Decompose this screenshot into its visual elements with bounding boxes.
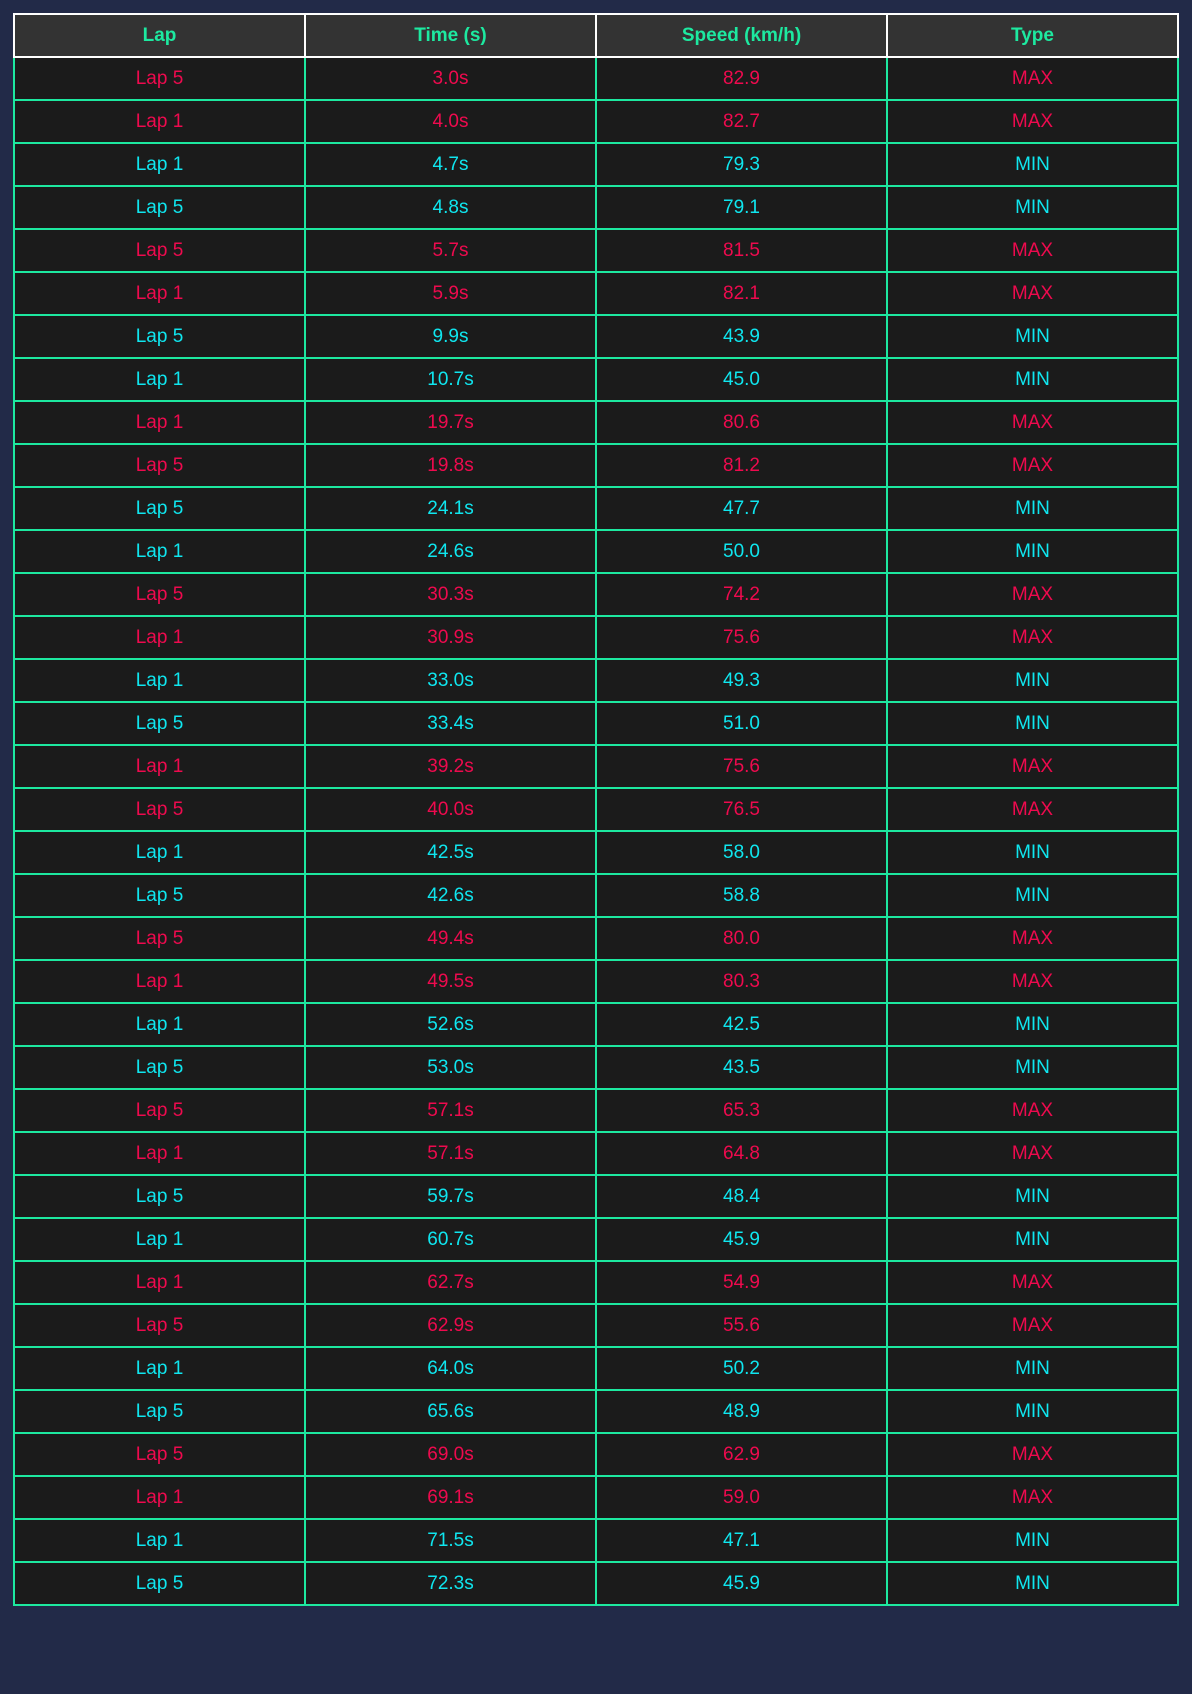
time-cell: 65.6s: [305, 1390, 596, 1433]
type-cell: MAX: [887, 1261, 1178, 1304]
time-cell: 59.7s: [305, 1175, 596, 1218]
lap-cell: Lap 1: [14, 745, 305, 788]
speed-cell: 80.3: [596, 960, 887, 1003]
type-cell: MAX: [887, 100, 1178, 143]
table-row: [14, 100, 1178, 143]
speed-cell: 82.1: [596, 272, 887, 315]
speed-cell: 80.0: [596, 917, 887, 960]
table-body: [14, 57, 1178, 1605]
table-row: [14, 659, 1178, 702]
type-cell: MAX: [887, 229, 1178, 272]
table-row: [14, 1390, 1178, 1433]
table-row: [14, 1476, 1178, 1519]
lap-cell: Lap 5: [14, 1046, 305, 1089]
time-cell: 52.6s: [305, 1003, 596, 1046]
time-cell: 53.0s: [305, 1046, 596, 1089]
lap-cell: Lap 1: [14, 616, 305, 659]
speed-cell: 45.9: [596, 1218, 887, 1261]
table-row: [14, 1304, 1178, 1347]
time-cell: 62.7s: [305, 1261, 596, 1304]
time-cell: 5.7s: [305, 229, 596, 272]
table-row: [14, 917, 1178, 960]
table-row: [14, 702, 1178, 745]
table-row: [14, 57, 1178, 100]
table-row: [14, 1089, 1178, 1132]
time-cell: 69.1s: [305, 1476, 596, 1519]
speed-cell: 82.7: [596, 100, 887, 143]
lap-cell: Lap 5: [14, 487, 305, 530]
table-row: [14, 616, 1178, 659]
table-row: [14, 272, 1178, 315]
lap-cell: Lap 5: [14, 444, 305, 487]
lap-cell: Lap 1: [14, 401, 305, 444]
speed-cell: 81.2: [596, 444, 887, 487]
time-cell: 30.9s: [305, 616, 596, 659]
type-cell: MIN: [887, 358, 1178, 401]
speed-cell: 65.3: [596, 1089, 887, 1132]
speed-cell: 51.0: [596, 702, 887, 745]
speed-cell: 47.7: [596, 487, 887, 530]
time-cell: 30.3s: [305, 573, 596, 616]
table-row: [14, 1433, 1178, 1476]
time-cell: 33.4s: [305, 702, 596, 745]
type-cell: MIN: [887, 1347, 1178, 1390]
type-cell: MAX: [887, 917, 1178, 960]
lap-cell: Lap 5: [14, 1089, 305, 1132]
type-cell: MIN: [887, 530, 1178, 573]
time-cell: 19.7s: [305, 401, 596, 444]
lap-cell: Lap 1: [14, 1261, 305, 1304]
lap-cell: Lap 1: [14, 530, 305, 573]
type-cell: MAX: [887, 788, 1178, 831]
speed-cell: 79.1: [596, 186, 887, 229]
speed-cell: 80.6: [596, 401, 887, 444]
type-cell: MIN: [887, 1003, 1178, 1046]
lap-cell: Lap 5: [14, 186, 305, 229]
lap-cell: Lap 5: [14, 229, 305, 272]
time-cell: 33.0s: [305, 659, 596, 702]
type-cell: MIN: [887, 487, 1178, 530]
lap-cell: Lap 5: [14, 315, 305, 358]
table-row: [14, 530, 1178, 573]
speed-cell: 81.5: [596, 229, 887, 272]
lap-cell: Lap 5: [14, 702, 305, 745]
time-cell: 71.5s: [305, 1519, 596, 1562]
table-row: [14, 960, 1178, 1003]
table-row: [14, 831, 1178, 874]
type-cell: MAX: [887, 1476, 1178, 1519]
speed-cell: 50.2: [596, 1347, 887, 1390]
type-cell: MAX: [887, 960, 1178, 1003]
table-row: [14, 315, 1178, 358]
type-cell: MIN: [887, 186, 1178, 229]
speed-cell: 43.9: [596, 315, 887, 358]
type-cell: MAX: [887, 444, 1178, 487]
table-row: [14, 487, 1178, 530]
speed-cell: 42.5: [596, 1003, 887, 1046]
speed-cell: 75.6: [596, 745, 887, 788]
column-header-speed: Speed (km/h): [596, 14, 887, 57]
speed-cell: 45.0: [596, 358, 887, 401]
table-row: [14, 788, 1178, 831]
time-cell: 24.1s: [305, 487, 596, 530]
time-cell: 49.5s: [305, 960, 596, 1003]
type-cell: MIN: [887, 831, 1178, 874]
speed-cell: 75.6: [596, 616, 887, 659]
type-cell: MAX: [887, 745, 1178, 788]
time-cell: 24.6s: [305, 530, 596, 573]
time-cell: 42.5s: [305, 831, 596, 874]
lap-cell: Lap 5: [14, 1175, 305, 1218]
speed-cell: 43.5: [596, 1046, 887, 1089]
table-row: [14, 573, 1178, 616]
lap-cell: Lap 1: [14, 1218, 305, 1261]
table-row: [14, 1347, 1178, 1390]
type-cell: MIN: [887, 659, 1178, 702]
lap-cell: Lap 1: [14, 1519, 305, 1562]
time-cell: 62.9s: [305, 1304, 596, 1347]
speed-cell: 50.0: [596, 530, 887, 573]
table-row: [14, 143, 1178, 186]
lap-cell: Lap 5: [14, 1433, 305, 1476]
lap-cell: Lap 1: [14, 960, 305, 1003]
table-row: [14, 444, 1178, 487]
speed-cell: 76.5: [596, 788, 887, 831]
time-cell: 49.4s: [305, 917, 596, 960]
time-cell: 3.0s: [305, 57, 596, 100]
type-cell: MIN: [887, 1046, 1178, 1089]
lap-cell: Lap 1: [14, 1132, 305, 1175]
time-cell: 69.0s: [305, 1433, 596, 1476]
table-row: [14, 1261, 1178, 1304]
speed-cell: 48.9: [596, 1390, 887, 1433]
table-row: [14, 1132, 1178, 1175]
speed-cell: 49.3: [596, 659, 887, 702]
lap-cell: Lap 1: [14, 1003, 305, 1046]
speed-cell: 79.3: [596, 143, 887, 186]
type-cell: MAX: [887, 1433, 1178, 1476]
speed-cell: 64.8: [596, 1132, 887, 1175]
lap-cell: Lap 1: [14, 143, 305, 186]
type-cell: MAX: [887, 272, 1178, 315]
speed-extrema-table: [13, 13, 1179, 1606]
table-header: [14, 14, 1178, 57]
table-row: [14, 358, 1178, 401]
time-cell: 64.0s: [305, 1347, 596, 1390]
table-row: [14, 874, 1178, 917]
time-cell: 4.8s: [305, 186, 596, 229]
header-row: [14, 14, 1178, 57]
lap-cell: Lap 1: [14, 272, 305, 315]
type-cell: MAX: [887, 1089, 1178, 1132]
table-row: [14, 745, 1178, 788]
lap-cell: Lap 5: [14, 57, 305, 100]
table-row: [14, 1003, 1178, 1046]
type-cell: MIN: [887, 1218, 1178, 1261]
lap-cell: Lap 5: [14, 917, 305, 960]
column-header-type: Type: [887, 14, 1178, 57]
time-cell: 42.6s: [305, 874, 596, 917]
lap-cell: Lap 1: [14, 831, 305, 874]
speed-cell: 62.9: [596, 1433, 887, 1476]
table-row: [14, 1175, 1178, 1218]
lap-cell: Lap 5: [14, 1390, 305, 1433]
column-header-lap: Lap: [14, 14, 305, 57]
lap-cell: Lap 1: [14, 100, 305, 143]
time-cell: 57.1s: [305, 1132, 596, 1175]
type-cell: MAX: [887, 616, 1178, 659]
speed-cell: 74.2: [596, 573, 887, 616]
time-cell: 40.0s: [305, 788, 596, 831]
table-row: [14, 1562, 1178, 1605]
speed-cell: 45.9: [596, 1562, 887, 1605]
speed-cell: 55.6: [596, 1304, 887, 1347]
type-cell: MIN: [887, 1390, 1178, 1433]
speed-cell: 47.1: [596, 1519, 887, 1562]
lap-cell: Lap 5: [14, 1304, 305, 1347]
lap-cell: Lap 1: [14, 1476, 305, 1519]
type-cell: MAX: [887, 1132, 1178, 1175]
speed-cell: 54.9: [596, 1261, 887, 1304]
table-row: [14, 1519, 1178, 1562]
speed-cell: 48.4: [596, 1175, 887, 1218]
table-row: [14, 1046, 1178, 1089]
speed-cell: 82.9: [596, 57, 887, 100]
table-row: [14, 186, 1178, 229]
speed-cell: 58.8: [596, 874, 887, 917]
table-row: [14, 229, 1178, 272]
lap-cell: Lap 5: [14, 1562, 305, 1605]
type-cell: MIN: [887, 1519, 1178, 1562]
type-cell: MIN: [887, 143, 1178, 186]
speed-cell: 59.0: [596, 1476, 887, 1519]
speed-cell: 58.0: [596, 831, 887, 874]
type-cell: MIN: [887, 874, 1178, 917]
time-cell: 10.7s: [305, 358, 596, 401]
lap-cell: Lap 5: [14, 788, 305, 831]
type-cell: MAX: [887, 1304, 1178, 1347]
table-row: [14, 401, 1178, 444]
type-cell: MIN: [887, 315, 1178, 358]
time-cell: 4.0s: [305, 100, 596, 143]
type-cell: MIN: [887, 1175, 1178, 1218]
type-cell: MAX: [887, 401, 1178, 444]
type-cell: MAX: [887, 57, 1178, 100]
time-cell: 19.8s: [305, 444, 596, 487]
column-header-time: Time (s): [305, 14, 596, 57]
type-cell: MAX: [887, 573, 1178, 616]
time-cell: 4.7s: [305, 143, 596, 186]
time-cell: 60.7s: [305, 1218, 596, 1261]
time-cell: 57.1s: [305, 1089, 596, 1132]
table-row: [14, 1218, 1178, 1261]
time-cell: 39.2s: [305, 745, 596, 788]
time-cell: 72.3s: [305, 1562, 596, 1605]
time-cell: 9.9s: [305, 315, 596, 358]
lap-cell: Lap 1: [14, 1347, 305, 1390]
time-cell: 5.9s: [305, 272, 596, 315]
lap-cell: Lap 5: [14, 874, 305, 917]
type-cell: MIN: [887, 702, 1178, 745]
lap-cell: Lap 1: [14, 659, 305, 702]
lap-cell: Lap 1: [14, 358, 305, 401]
type-cell: MIN: [887, 1562, 1178, 1605]
lap-cell: Lap 5: [14, 573, 305, 616]
speed-extrema-table-container: [13, 13, 1179, 1606]
